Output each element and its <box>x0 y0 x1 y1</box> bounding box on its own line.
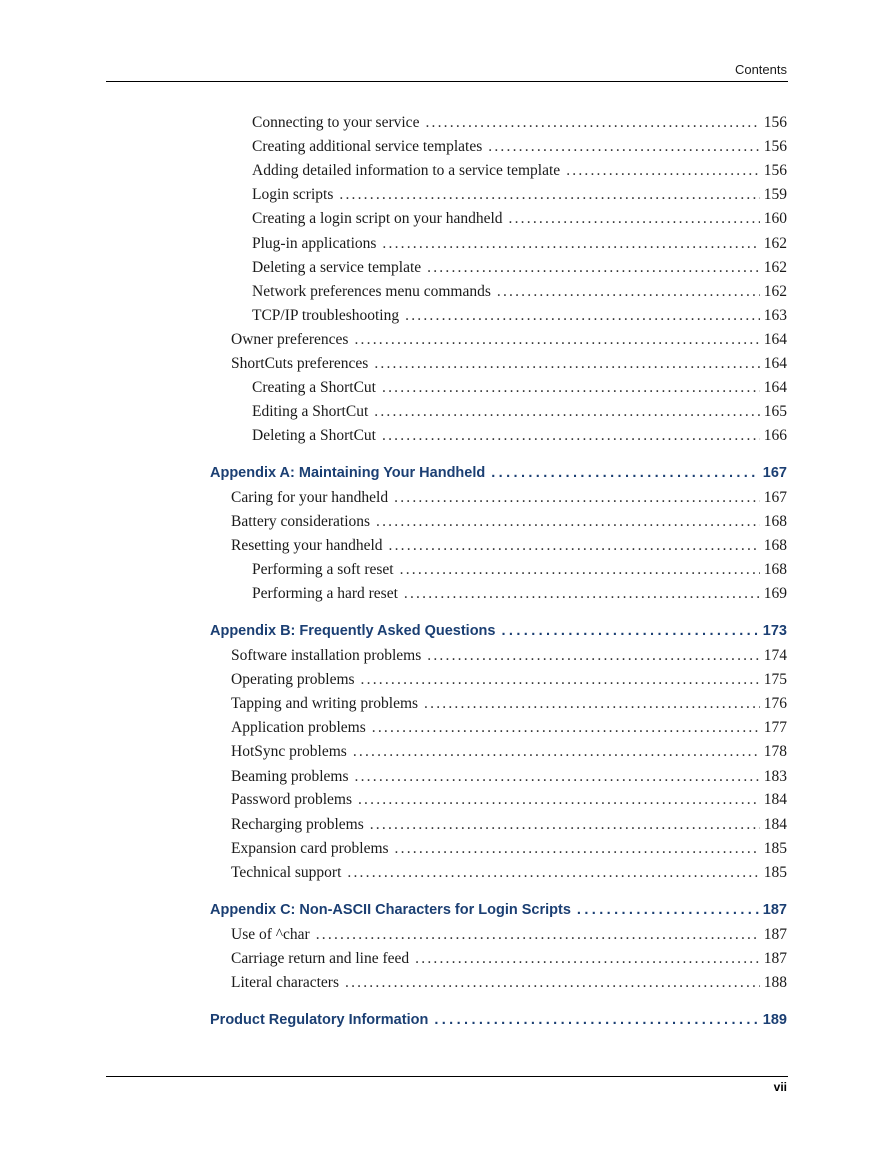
dot-leader <box>339 186 759 204</box>
dot-leader <box>389 537 760 555</box>
toc-entry-page: 176 <box>763 695 787 712</box>
toc-entry[interactable] <box>231 719 787 737</box>
toc-entry-page: 169 <box>763 585 787 602</box>
toc-entry[interactable] <box>231 743 787 761</box>
dot-leader <box>488 138 759 156</box>
dot-leader <box>425 114 759 132</box>
dot-leader <box>345 974 760 992</box>
toc-entry-title: Performing a hard reset <box>252 585 398 602</box>
dot-leader <box>501 623 758 639</box>
toc-entry-page: 168 <box>763 513 787 530</box>
toc-entry-title: Application problems <box>231 719 366 736</box>
dot-leader <box>415 950 760 968</box>
dot-leader <box>382 379 760 397</box>
toc-entry-title: Appendix B: Frequently Asked Questions <box>210 623 496 639</box>
toc-entry-page: 163 <box>763 307 787 324</box>
toc-entry-page: 187 <box>762 902 787 918</box>
toc-entry[interactable] <box>231 671 787 689</box>
toc-section-heading[interactable] <box>210 623 787 639</box>
toc-entry-page: 156 <box>763 162 787 179</box>
toc-entry-title: Operating problems <box>231 671 355 688</box>
toc-entry[interactable] <box>252 585 787 603</box>
dot-leader <box>374 403 760 421</box>
toc-entry[interactable] <box>252 283 787 301</box>
toc-entry-page: 162 <box>763 259 787 276</box>
toc-entry-title: Expansion card problems <box>231 840 389 857</box>
dot-leader <box>509 210 760 228</box>
toc-entry-page: 175 <box>763 671 787 688</box>
toc-entry-title: Literal characters <box>231 974 339 991</box>
dot-leader <box>382 427 760 445</box>
page-number: vii <box>773 1080 787 1094</box>
dot-leader <box>374 355 759 373</box>
toc-entry-title: Connecting to your service <box>252 114 420 131</box>
toc-entry-page: 184 <box>763 816 787 833</box>
dot-leader <box>372 719 760 737</box>
toc-entry[interactable] <box>252 379 787 397</box>
header-rule <box>106 81 788 82</box>
toc-entry-title: Appendix A: Maintaining Your Handheld <box>210 465 486 481</box>
dot-leader <box>405 307 760 325</box>
toc-entry[interactable] <box>252 561 787 579</box>
toc-entry[interactable] <box>252 186 787 204</box>
toc-entry[interactable] <box>231 537 787 555</box>
toc-entry[interactable] <box>231 950 787 968</box>
toc-entry-page: 184 <box>763 791 787 808</box>
dot-leader <box>424 695 760 713</box>
toc-entry-title: Login scripts <box>252 186 334 203</box>
running-head: Contents <box>734 62 787 77</box>
dot-leader <box>355 768 760 786</box>
toc-entry[interactable] <box>231 513 787 531</box>
toc-entry-title: Adding detailed information to a service template <box>252 162 561 179</box>
toc-entry[interactable] <box>252 307 787 325</box>
dot-leader <box>353 743 760 761</box>
toc-entry-title: Owner preferences <box>231 331 349 348</box>
dot-leader <box>400 561 760 579</box>
toc-entry-title: Caring for your handheld <box>231 489 389 506</box>
dot-leader <box>427 647 759 665</box>
toc-entry-title: Creating a login script on your handheld <box>252 210 503 227</box>
toc-entry-title: Performing a soft reset <box>252 561 394 578</box>
toc-entry-page: 156 <box>763 114 787 131</box>
toc-entry-page: 168 <box>763 561 787 578</box>
toc-entry-page: 173 <box>762 623 787 639</box>
toc-section-heading[interactable] <box>210 902 787 918</box>
toc-entry-page: 183 <box>763 768 787 785</box>
toc-entry[interactable] <box>231 926 787 944</box>
toc-entry[interactable] <box>231 791 787 809</box>
toc-entry[interactable] <box>231 695 787 713</box>
toc-entry-page: 162 <box>763 235 787 252</box>
toc-entry-page: 187 <box>763 926 787 943</box>
toc-entry-page: 165 <box>763 403 787 420</box>
dot-leader <box>347 864 759 882</box>
dot-leader <box>434 1012 758 1028</box>
toc-entry[interactable] <box>252 138 787 156</box>
footer-rule <box>106 1076 788 1077</box>
toc-entry-page: 185 <box>763 840 787 857</box>
toc-entry-page: 185 <box>763 864 787 881</box>
dot-leader <box>316 926 760 944</box>
toc-entry-title: TCP/IP troubleshooting <box>252 307 400 324</box>
toc-entry-title: Beaming problems <box>231 768 349 785</box>
toc-entry[interactable] <box>252 114 787 132</box>
toc-entry-title: Tapping and writing problems <box>231 695 419 712</box>
toc-entry-title: Carriage return and line feed <box>231 950 410 967</box>
toc-entry[interactable] <box>231 816 787 834</box>
toc-entry-page: 167 <box>763 489 787 506</box>
toc-entry[interactable] <box>231 768 787 786</box>
dot-leader <box>491 465 759 481</box>
toc-entry[interactable] <box>231 331 787 349</box>
toc-entry-title: Network preferences menu commands <box>252 283 491 300</box>
dot-leader <box>395 840 760 858</box>
toc-entry[interactable] <box>231 840 787 858</box>
toc-entry[interactable] <box>231 489 787 507</box>
toc-entry[interactable] <box>231 864 787 882</box>
dot-leader <box>370 816 760 834</box>
dot-leader <box>566 162 760 180</box>
toc-entry-page: 174 <box>763 647 787 664</box>
toc-entry-page: 160 <box>763 210 787 227</box>
toc-entry-page: 156 <box>763 138 787 155</box>
toc-entry-title: Technical support <box>231 864 342 881</box>
toc-entry-title: Use of ^char <box>231 926 310 943</box>
toc-entry-page: 164 <box>763 331 787 348</box>
toc-entry[interactable] <box>231 355 787 373</box>
toc-entry-title: Deleting a ShortCut <box>252 427 376 444</box>
dot-leader <box>376 513 760 531</box>
toc-section-heading[interactable] <box>210 465 787 481</box>
toc-entry[interactable] <box>252 235 787 253</box>
toc-entry-page: 167 <box>762 465 787 481</box>
toc-entry-title: HotSync problems <box>231 743 347 760</box>
toc-entry-title: Creating a ShortCut <box>252 379 376 396</box>
toc-entry-title: Resetting your handheld <box>231 537 383 554</box>
toc-entry[interactable] <box>252 210 787 228</box>
toc-entry[interactable] <box>252 259 787 277</box>
toc-entry-page: 189 <box>762 1012 787 1028</box>
toc-entry-page: 188 <box>763 974 787 991</box>
toc-entry-page: 159 <box>763 186 787 203</box>
toc-entry-title: Deleting a service template <box>252 259 422 276</box>
toc-entry-page: 168 <box>763 537 787 554</box>
dot-leader <box>427 259 760 277</box>
toc-entry-title: Battery considerations <box>231 513 371 530</box>
toc-entry[interactable] <box>231 647 787 665</box>
toc-entry-title: Plug-in applications <box>252 235 377 252</box>
dot-leader <box>404 585 760 603</box>
toc-entry[interactable] <box>252 162 787 180</box>
toc-entry-page: 177 <box>763 719 787 736</box>
dot-leader <box>577 902 759 918</box>
dot-leader <box>394 489 760 507</box>
dot-leader <box>497 283 760 301</box>
toc-entry-title: Software installation problems <box>231 647 422 664</box>
toc-entry-title: Password problems <box>231 791 352 808</box>
toc-entry[interactable] <box>252 403 787 421</box>
toc-entry[interactable] <box>231 974 787 992</box>
toc-entry[interactable] <box>252 427 787 445</box>
dot-leader <box>382 235 759 253</box>
toc-entry-page: 166 <box>763 427 787 444</box>
toc-section-heading[interactable] <box>210 1012 787 1028</box>
dot-leader <box>361 671 760 689</box>
toc-entry-title: Appendix C: Non-ASCII Characters for Login Scripts <box>210 902 571 918</box>
toc-entry-title: Product Regulatory Information <box>210 1012 429 1028</box>
toc-entry-title: ShortCuts preferences <box>231 355 369 372</box>
toc-entry-page: 164 <box>763 355 787 372</box>
toc-entry-page: 187 <box>763 950 787 967</box>
toc-entry-page: 164 <box>763 379 787 396</box>
toc-entry-page: 178 <box>763 743 787 760</box>
toc-entry-title: Recharging problems <box>231 816 364 833</box>
dot-leader <box>358 791 760 809</box>
toc-entry-page: 162 <box>763 283 787 300</box>
dot-leader <box>354 331 759 349</box>
toc-entry-title: Editing a ShortCut <box>252 403 369 420</box>
toc-entry-title: Creating additional service templates <box>252 138 483 155</box>
